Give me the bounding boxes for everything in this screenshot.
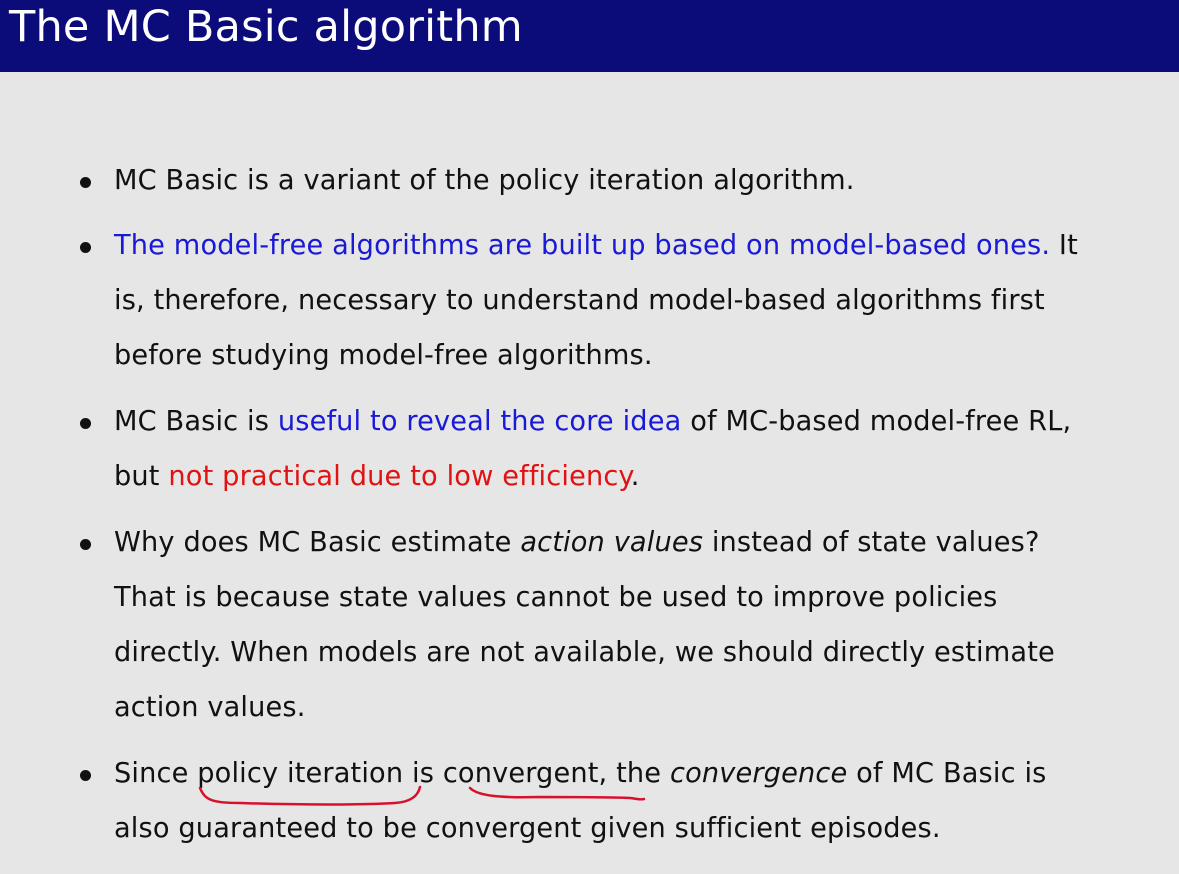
bullet-dot [80, 177, 91, 188]
text-span: of MC-based model-free RL, [681, 406, 1072, 437]
bullet-text-line [114, 746, 1174, 801]
bullet-text-line [114, 515, 1174, 570]
bullet-dot [80, 418, 91, 429]
bullet-text-line: MC Basic is a variant of the policy iteration algorithm. [114, 165, 855, 196]
bullet-text-line: directly. When models are not available, we should directly estimate [114, 637, 1055, 668]
text-span: of MC Basic is [847, 758, 1047, 789]
text-span: but [114, 461, 169, 492]
text-span: Why does MC Basic estimate [114, 527, 521, 558]
bullet-text-line: is, therefore, necessary to understand model-based algorithms first [114, 285, 1045, 316]
bullet-text-line [114, 218, 1174, 273]
text-span: instead of state values? [703, 527, 1040, 558]
highlight-blue-text: The model-free algorithms are built up based on model-based ones. [114, 230, 1051, 261]
underlined-text: policy iteration [197, 758, 404, 789]
bullet-text-line: also guaranteed to be convergent given sufficient episodes. [114, 813, 941, 844]
bullet-text-line: action values. [114, 692, 306, 723]
italic-text: action values [520, 527, 704, 558]
text-span: Since [114, 758, 198, 789]
bullet-dot [80, 770, 91, 781]
bullet-dot [80, 242, 91, 253]
text-span: is [403, 758, 443, 789]
bullet-dot [80, 539, 91, 550]
slide-title: The MC Basic algorithm [9, 2, 523, 52]
bullet-text-line [114, 449, 1174, 504]
italic-text: convergence [669, 758, 848, 789]
text-span: the [607, 758, 670, 789]
underlined-text: convergent, [442, 758, 608, 789]
text-span: It [1050, 230, 1078, 261]
highlight-red-text: not practical due to low efficiency [168, 461, 631, 492]
bullet-text-line: before studying model-free algorithms. [114, 340, 653, 371]
bullet-text-line: That is because state values cannot be used to improve policies [114, 582, 998, 613]
text-span: MC Basic is [114, 406, 278, 437]
highlight-blue-text: useful to reveal the core idea [277, 406, 682, 437]
text-span: . [630, 461, 640, 492]
bullet-text-line [114, 394, 1174, 449]
